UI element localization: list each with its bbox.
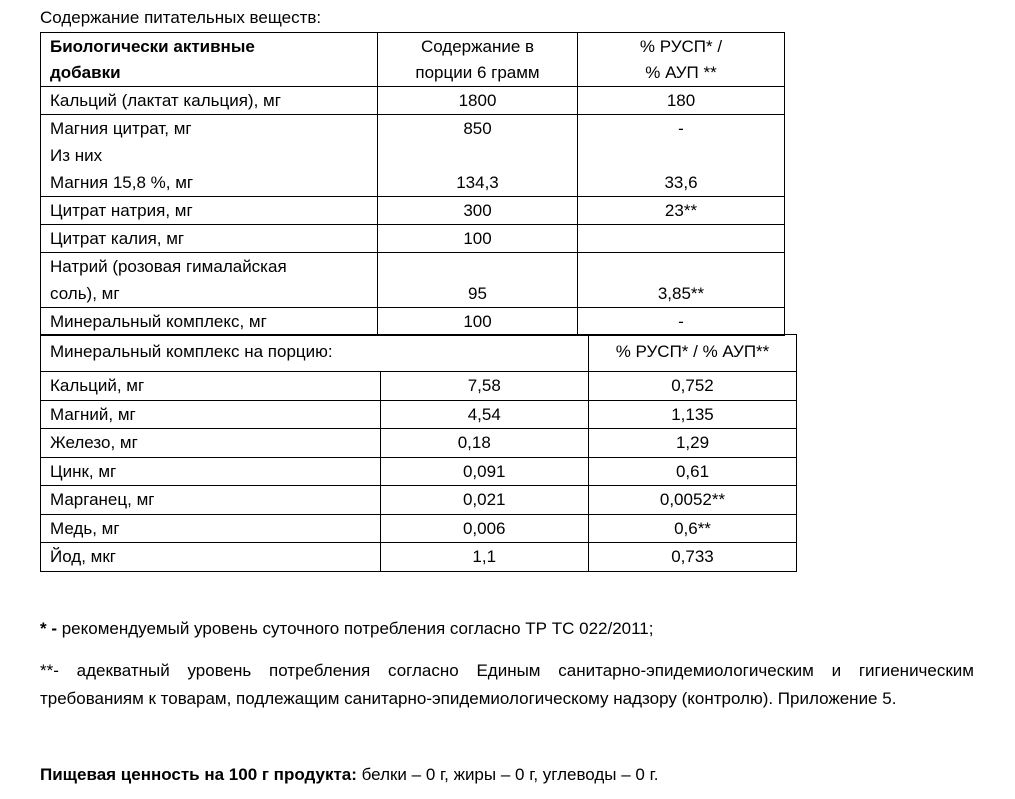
table-row — [41, 457, 797, 486]
cell-percent: 0,752 — [589, 372, 797, 401]
header-percent — [578, 33, 785, 87]
cell-sub-label: Из них — [50, 146, 103, 165]
section-heading: Содержание питательных веществ: — [40, 8, 322, 27]
header-amount-line1: Содержание в — [420, 37, 535, 56]
table-row — [41, 308, 785, 336]
cell-name: Медь, мг — [41, 514, 381, 543]
cell-percent — [578, 225, 785, 253]
cell-name: Йод, мкг — [41, 543, 381, 572]
cell-percent-value: 3,85** — [657, 284, 705, 303]
cell-amount: 100 — [378, 308, 578, 336]
cell-percent: - — [578, 308, 785, 336]
cell-percent: 1,135 — [589, 400, 797, 429]
cell-sub-name: Магния 15,8 %, мг — [50, 173, 194, 192]
cell-name-main: Магния цитрат, мг — [50, 119, 192, 138]
cell-name: Цитрат калия, мг — [41, 225, 378, 253]
cell-name — [41, 115, 378, 197]
cell-amount: 0,021 — [380, 486, 589, 515]
cell-percent — [578, 253, 785, 308]
cell-percent: 1,29 — [589, 429, 797, 458]
cell-amount — [378, 253, 578, 308]
cell-amount: 0,18 — [380, 429, 589, 458]
table-row — [41, 225, 785, 253]
cell-percent: 0,0052** — [589, 486, 797, 515]
cell-name: Цинк, мг — [41, 457, 381, 486]
header-supplements-line1: Биологически активные — [50, 37, 255, 56]
cell-sub-amount: 134,3 — [456, 173, 499, 192]
footnote-rusp-text: рекомендуемый уровень суточного потребления согласно ТР ТС 022/2011; — [57, 619, 654, 638]
cell-name: Кальций (лактат кальция), мг — [41, 87, 378, 115]
cell-name: Железо, мг — [41, 429, 381, 458]
mineral-complex-table — [40, 334, 797, 572]
cell-amount: 1800 — [378, 87, 578, 115]
table-row — [41, 400, 797, 429]
table-row — [41, 486, 797, 515]
cell-amount: 100 — [378, 225, 578, 253]
header-percent-line1: % РУСП* / — [639, 37, 723, 56]
nutrition-value-text: белки – 0 г, жиры – 0 г, углеводы – 0 г. — [356, 765, 659, 784]
cell-amount: 4,54 — [380, 400, 589, 429]
cell-percent: 0,733 — [589, 543, 797, 572]
cell-name-line1: Натрий (розовая гималайская — [50, 257, 287, 276]
cell-name: Кальций, мг — [41, 372, 381, 401]
supplements-table — [40, 32, 785, 336]
cell-percent: 180 — [578, 87, 785, 115]
header-supplements — [41, 33, 378, 87]
table-row — [41, 197, 785, 225]
cell-sub-percent: 33,6 — [664, 173, 698, 192]
cell-amount — [378, 115, 578, 197]
table1-header-row — [41, 33, 785, 87]
cell-name: Магний, мг — [41, 400, 381, 429]
cell-amount-main: 850 — [463, 119, 492, 138]
header-amount-line2: порции 6 грамм — [415, 63, 540, 82]
cell-percent: 23** — [578, 197, 785, 225]
footnote-rusp — [40, 615, 974, 643]
cell-amount: 0,006 — [380, 514, 589, 543]
cell-amount: 0,091 — [380, 457, 589, 486]
cell-name-line2: соль), мг — [50, 284, 120, 303]
cell-name: Минеральный комплекс, мг — [41, 308, 378, 336]
table-row — [41, 543, 797, 572]
table2-header-row — [41, 335, 797, 372]
cell-percent: 0,61 — [589, 457, 797, 486]
header-percent-line2: % АУП ** — [645, 63, 717, 82]
header-mineral-percent: % РУСП* / % АУП** — [589, 335, 797, 372]
cell-amount: 7,58 — [380, 372, 589, 401]
footnote-rusp-mark: * - — [40, 619, 57, 638]
table-row — [41, 253, 785, 308]
cell-amount: 300 — [378, 197, 578, 225]
cell-amount: 1,1 — [380, 543, 589, 572]
header-empty-cell — [380, 335, 589, 372]
nutrition-value-label: Пищевая ценность на 100 г продукта: — [40, 765, 357, 784]
table-row — [41, 429, 797, 458]
table-row — [41, 87, 785, 115]
cell-percent-main: - — [678, 119, 684, 138]
header-supplements-line2: добавки — [50, 63, 121, 82]
cell-amount-value: 95 — [468, 284, 487, 303]
cell-percent — [578, 115, 785, 197]
cell-name — [41, 253, 378, 308]
table-row — [41, 514, 797, 543]
table-row — [41, 115, 785, 197]
table-row — [41, 372, 797, 401]
cell-name: Цитрат натрия, мг — [41, 197, 378, 225]
header-mineral-title: Минеральный комплекс на порцию: — [41, 335, 381, 372]
nutrition-value — [40, 761, 974, 789]
cell-name: Марганец, мг — [41, 486, 381, 515]
footnote-aup: **- адекватный уровень потребления согласно Единым санитарно-эпидемиологическим и гигиеническим требованиям к товарам, подлежащим санитарно-эпидемиологическому надзору (контролю). Приложение 5. — [40, 661, 974, 708]
cell-percent: 0,6** — [589, 514, 797, 543]
header-amount — [378, 33, 578, 87]
